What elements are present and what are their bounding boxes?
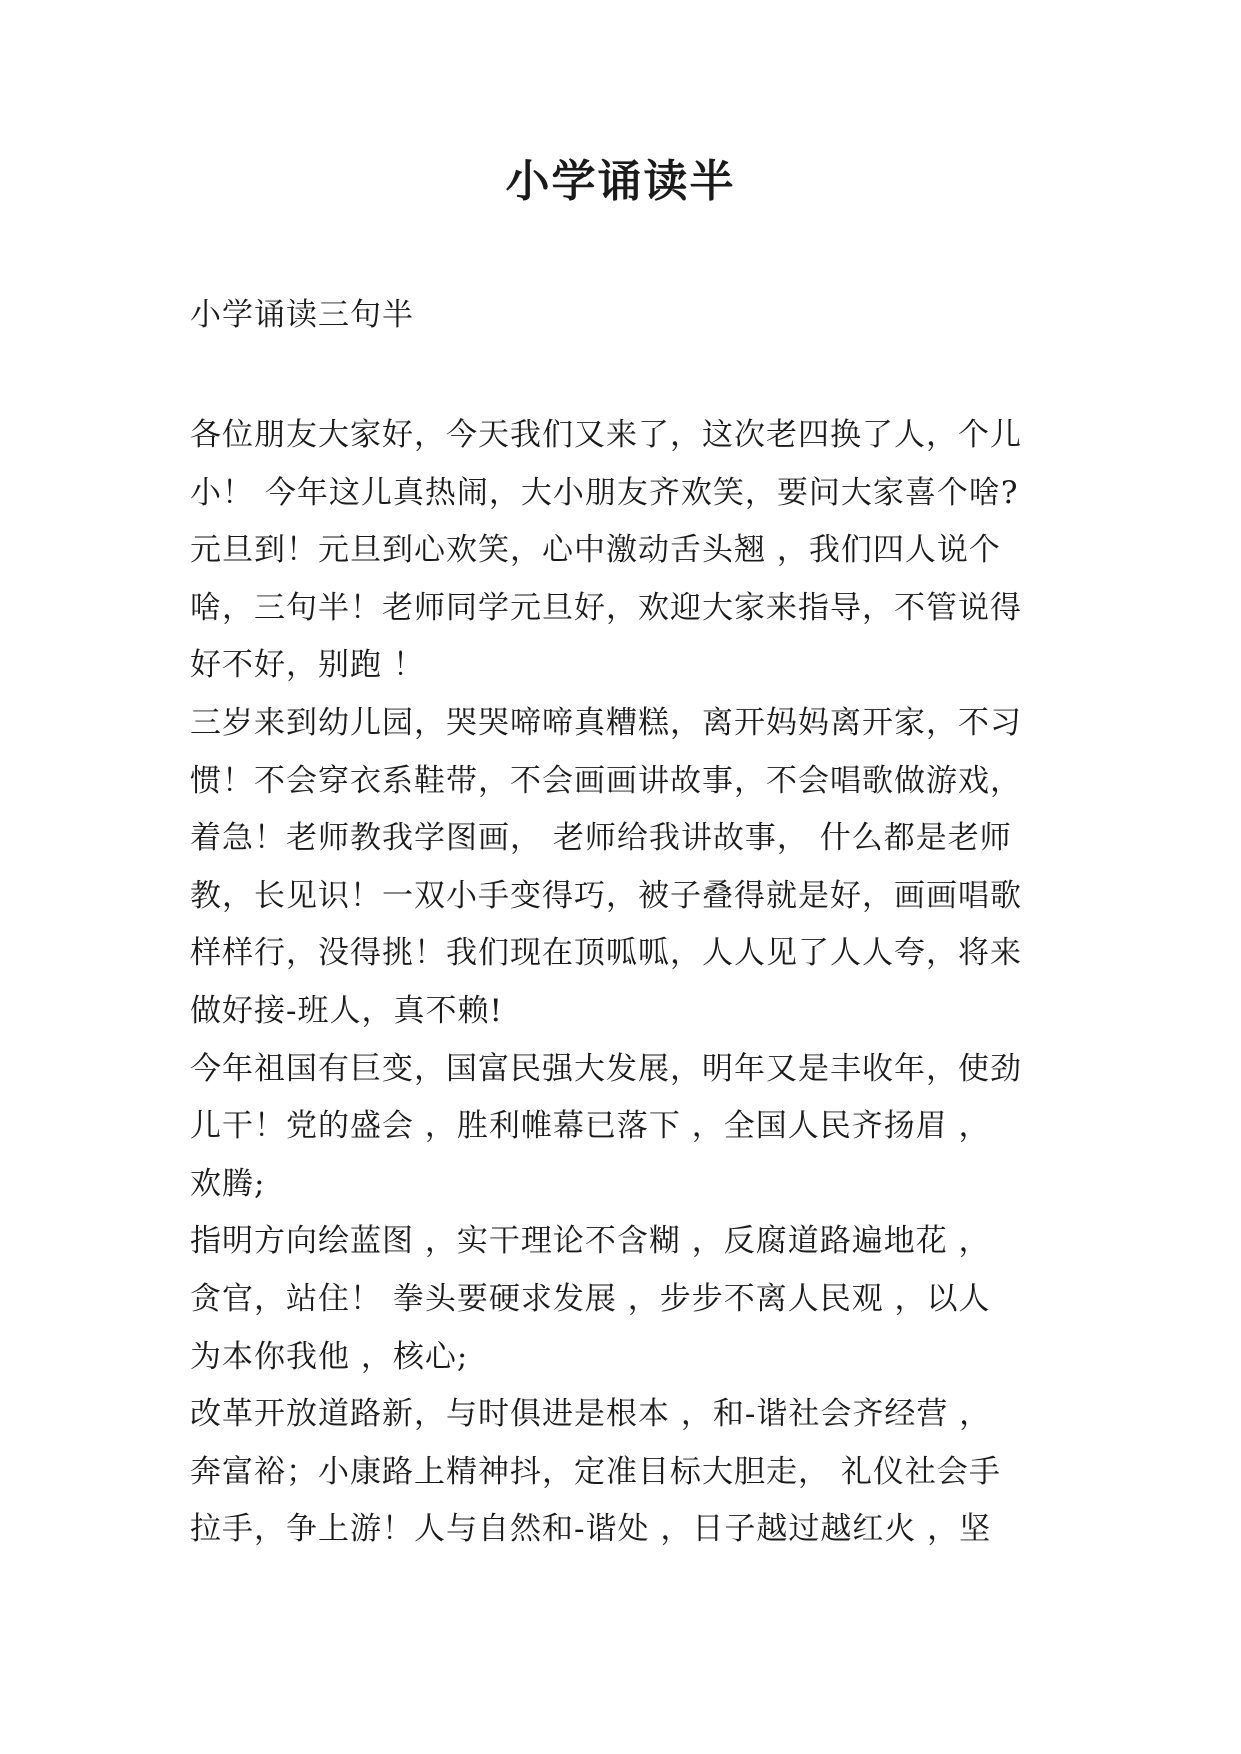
text-line: 奔富裕；小康路上精神抖，定准目标大胆走， 礼仪社会手 [190, 1453, 1001, 1490]
text-line: 今年祖国有巨变，国富民强大发展，明年又是丰收年，使劲 [190, 1050, 1022, 1087]
text-line: 做好接-班人，真不赖! [190, 992, 503, 1029]
text-line: 欢腾; [190, 1165, 266, 1202]
text-line: 拉手，争上游！人与自然和-谐处 ，日子越过越红火 ，坚 [190, 1511, 992, 1548]
text-line: 样样行，没得挑！我们现在顶呱呱，人人见了人人夸，将来 [190, 935, 1022, 972]
text-line: 改革开放道路新，与时俱进是根本 ，和-谐社会齐经营 ， [190, 1396, 992, 1433]
text-line: 小！ 今年这儿真热闹，大小朋友齐欢笑，要问大家喜个啥? [190, 474, 1019, 511]
document-body [190, 407, 1070, 1559]
text-line: 教，长见识！一双小手变得巧，被子叠得就是好，画画唱歌 [190, 877, 1022, 914]
text-line: 为本你我他 ，核心; [190, 1338, 469, 1375]
text-line: 指明方向绘蓝图 ，实干理论不含糊 ，反腐道路遍地花 ， [190, 1223, 991, 1260]
text-line: 儿干！党的盛会 ，胜利帷幕已落下 ，全国人民齐扬眉 ， [190, 1108, 991, 1145]
text-line: 啥，三句半！老师同学元旦好，欢迎大家来指导，不管说得 [190, 589, 1022, 626]
text-line: 惯！不会穿衣系鞋带，不会画画讲故事，不会唱歌做游戏， [190, 762, 1022, 799]
document-subtitle: 小学诵读三句半 [190, 297, 414, 333]
text-line: 各位朋友大家好，今天我们又来了，这次老四换了人，个儿 [190, 417, 1022, 453]
text-line: 着急！老师教我学图画， 老师给我讲故事， 什么都是老师 [190, 820, 1012, 857]
document-title: 小学诵读半 [505, 156, 736, 207]
text-line: 好不好，别跑 ！ [190, 647, 425, 684]
text-line: 贪官，站住！ 拳头要硬求发展 ，步步不离人民观 ，以人 [190, 1280, 991, 1317]
text-line: 元旦到！元旦到心欢笑，心中激动舌头翘 ，我们四人说个 [190, 532, 1001, 569]
text-line: 三岁来到幼儿园，哭哭啼啼真糟糕，离开妈妈离开家，不习 [190, 704, 1022, 741]
